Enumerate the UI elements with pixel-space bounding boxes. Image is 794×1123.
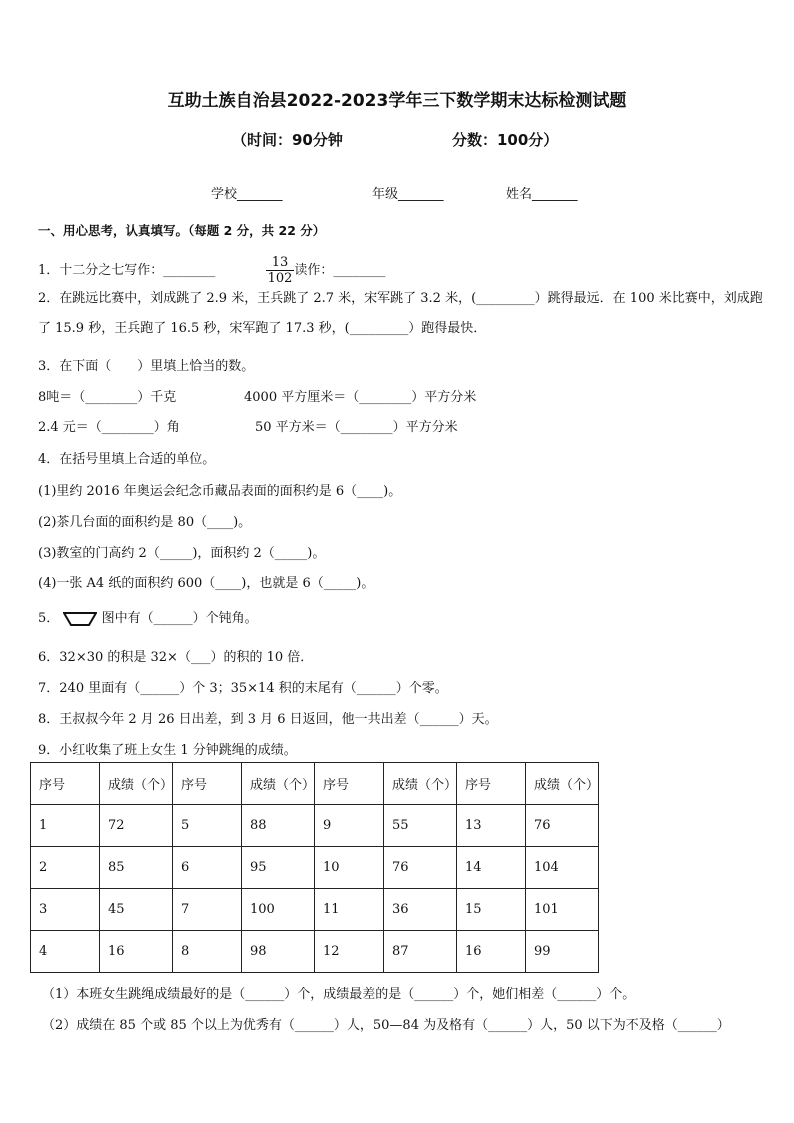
- header-cell: 成绩（个）: [384, 763, 457, 805]
- fraction-denominator: 102: [267, 271, 293, 286]
- question-8: 8．王叔叔今年 2 月 26 日出差，到 3 月 6 日返回，他一共出差（______）天。: [38, 712, 498, 727]
- header-cell: 序号: [315, 763, 384, 805]
- table-cell: 45: [100, 889, 173, 931]
- table-cell: 98: [242, 931, 315, 973]
- question-2: 2．在跳远比赛中，刘成跳了 2.9 米，王兵跳了 2.7 米，宋军跳了 3.2 米，(_________）跳得最远．在 100 米比赛中，刘成跑了 15.9 秒，王兵跑了 16.5 秒，宋军跑了 17.3 秒，(_________）跑得最快．: [38, 291, 763, 336]
- table-cell: 100: [242, 889, 315, 931]
- question-4: 4．在括号里填上合适的单位。: [38, 452, 216, 467]
- question-1: [38, 255, 385, 286]
- table-cell: 36: [384, 889, 457, 931]
- table-row: [31, 805, 599, 847]
- table-cell: 101: [526, 889, 599, 931]
- table-cell: 10: [315, 847, 384, 889]
- table-cell: 55: [384, 805, 457, 847]
- table-row: [31, 889, 599, 931]
- table-row: [31, 931, 599, 973]
- table-cell: 1: [31, 805, 100, 847]
- question-4-4: (4)一张 A4 纸的面积约 600（____)，也就是 6（_____)。: [38, 576, 375, 591]
- trapezoid-icon: [63, 611, 97, 627]
- question-3c: 2.4 元＝（________）角: [38, 420, 180, 435]
- table-cell: 9: [315, 805, 384, 847]
- table-cell: 12: [315, 931, 384, 973]
- question-4-2: (2)茶几台面的面积约是 80（____)。: [38, 515, 252, 530]
- table-cell: 99: [526, 931, 599, 973]
- page-title: 互助土族自治县2022-2023学年三下数学期末达标检测试题: [167, 91, 627, 111]
- header-cell: 成绩（个）: [100, 763, 173, 805]
- table-cell: 2: [31, 847, 100, 889]
- q1-fraction: [266, 255, 295, 286]
- table-cell: 5: [173, 805, 242, 847]
- table-cell: 85: [100, 847, 173, 889]
- question-7: 7．240 里面有（______）个 3；35×14 积的末尾有（______）个零。: [38, 681, 448, 696]
- table-cell: 76: [526, 805, 599, 847]
- table-cell: 8: [173, 931, 242, 973]
- section-heading: 一、用心思考，认真填写。（每题 2 分，共 22 分）: [38, 223, 326, 238]
- total-score: 分数：100分）: [452, 131, 559, 149]
- q5-number: 5．: [38, 611, 60, 626]
- table-cell: 3: [31, 889, 100, 931]
- table-cell: 87: [384, 931, 457, 973]
- question-4-3: (3)教室的门高约 2（_____)，面积约 2（_____)。: [38, 546, 326, 561]
- table-cell: 11: [315, 889, 384, 931]
- table-cell: 76: [384, 847, 457, 889]
- header-cell: 序号: [31, 763, 100, 805]
- table-header-row: [31, 763, 599, 805]
- question-5: [38, 607, 258, 627]
- question-3d: 50 平方米＝（________）平方分米: [255, 420, 458, 435]
- table-cell: 14: [457, 847, 526, 889]
- header-cell: 序号: [457, 763, 526, 805]
- table-cell: 95: [242, 847, 315, 889]
- name-field: 姓名_______: [506, 187, 578, 202]
- fraction-numerator: 13: [266, 255, 295, 271]
- question-3: 3．在下面（ ）里填上恰当的数。: [38, 359, 255, 374]
- table-cell: 4: [31, 931, 100, 973]
- q5-text: 图中有（______）个钝角。: [101, 611, 258, 626]
- header-cell: 成绩（个）: [242, 763, 315, 805]
- q1-left: 1．十二分之七写作：________: [38, 263, 216, 278]
- table-cell: 6: [173, 847, 242, 889]
- table-cell: 16: [100, 931, 173, 973]
- question-9-part-1: （1）本班女生跳绳成绩最好的是（______）个，成绩最差的是（______）个，她们相差（______）个。: [42, 987, 636, 1002]
- question-6: 6．32×30 的积是 32×（___）的积的 10 倍．: [38, 650, 314, 665]
- header-cell: 成绩（个）: [526, 763, 599, 805]
- school-field: 学校_______: [211, 187, 283, 202]
- q1-right: 读作：________: [294, 263, 386, 278]
- table-cell: 16: [457, 931, 526, 973]
- table-cell: 13: [457, 805, 526, 847]
- question-9-part-2: （2）成绩在 85 个或 85 个以上为优秀有（______）人，50—84 为及格有（______）人，50 以下为不及格（______）: [42, 1018, 730, 1033]
- question-3a: 8吨＝（________）千克: [38, 390, 177, 405]
- table-row: [31, 847, 599, 889]
- table-cell: 88: [242, 805, 315, 847]
- table-cell: 15: [457, 889, 526, 931]
- score-table: [30, 762, 599, 973]
- header-cell: 序号: [173, 763, 242, 805]
- question-3b: 4000 平方厘米＝（________）平方分米: [244, 390, 477, 405]
- table-cell: 7: [173, 889, 242, 931]
- table-cell: 72: [100, 805, 173, 847]
- time-limit: （时间：90分钟: [232, 131, 343, 149]
- grade-field: 年级_______: [372, 187, 444, 202]
- table-cell: 104: [526, 847, 599, 889]
- question-9: 9．小红收集了班上女生 1 分钟跳绳的成绩。: [38, 743, 297, 758]
- question-4-1: (1)里约 2016 年奥运会纪念币藏品表面的面积约是 6（____)。: [38, 484, 402, 499]
